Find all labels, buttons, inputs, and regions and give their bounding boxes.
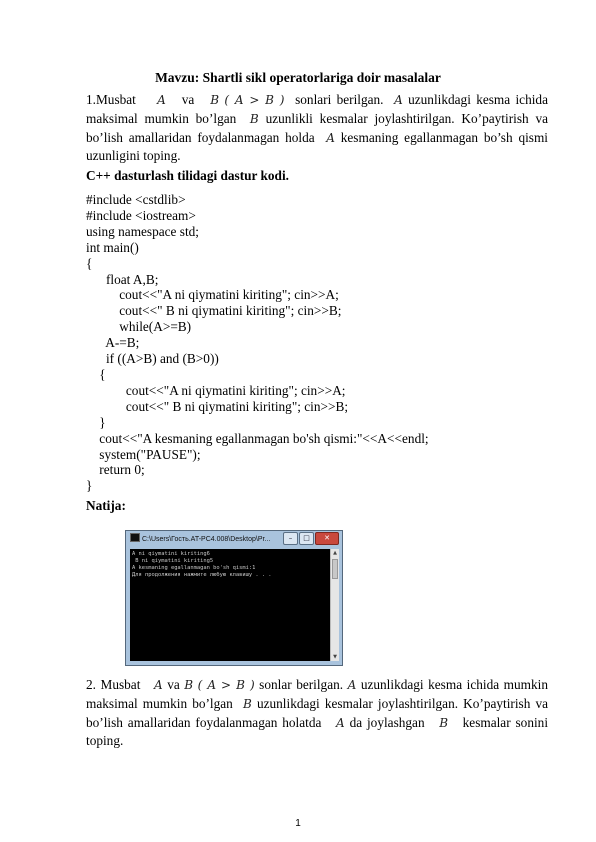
p2-var-b3: B: [439, 715, 449, 730]
window-controls: [283, 532, 339, 545]
minimize-icon[interactable]: –: [283, 532, 298, 545]
maximize-icon[interactable]: □: [299, 532, 314, 545]
p1-var-a3: A: [326, 130, 335, 145]
p2-given: sonlar berilgan.: [259, 677, 344, 692]
page-title: Mavzu: Shartli sikl operatorlariga doir masalalar: [155, 70, 441, 85]
p2-var-b: B: [184, 678, 194, 692]
p2-text-c: da joylashgan: [349, 714, 425, 730]
result-label: Natija:: [86, 498, 126, 513]
p2-text-b: uzunlikdagi kesmalar joylashtirilgan. Ko’paytirish va bo’lish amallaridan foydalanmagan holatda: [86, 695, 548, 730]
p2-text-d: kesmalar sonini toping.: [86, 714, 549, 749]
scroll-up-icon[interactable]: ▲: [333, 550, 337, 556]
p2-text-a: uzunlikdagi kesma ichida mumkin maksimal mumkin bo’lgan: [86, 677, 548, 711]
page-number: 1: [295, 818, 301, 829]
scroll-down-icon[interactable]: ▼: [333, 654, 337, 660]
p2-var-a3: A: [336, 715, 345, 730]
p1-var-b2: B: [249, 111, 259, 126]
p1-text-b: uzunlikli kesmalar joylashtirilgan. Ko’paytirish va bo’lish amallaridan foydalanmagan holda: [86, 110, 549, 145]
console-title-bar: [130, 533, 280, 547]
p1-given: sonlari berilgan.: [295, 92, 384, 107]
problem-1-text: [86, 91, 548, 166]
p1-var-a: A: [157, 93, 166, 107]
console-title: C:\Users\Гость.AT-PC4.008\Desktop\Pr...: [142, 536, 271, 543]
p2-condition: ( A > B ): [197, 678, 255, 692]
console-scrollbar[interactable]: [330, 549, 339, 661]
problem-2-text: [86, 676, 548, 751]
p1-text-a: uzunlikdagi kesma ichida maksimal mumkin bo’lgan: [86, 92, 548, 126]
code-heading: C++ dasturlash tilidagi dastur kodi.: [86, 168, 289, 183]
scroll-thumb[interactable]: [332, 559, 338, 579]
p1-text-c: kesmaning egallanmagan bo’sh qismi uzunligini toping.: [86, 129, 548, 164]
p1-condition: ( A > B ): [224, 93, 285, 107]
p2-and: va: [167, 677, 180, 692]
close-icon[interactable]: ✕: [315, 532, 339, 545]
p1-var-a2: A: [394, 93, 403, 107]
console-output: A ni qiymatini kiriting6 B ni qiymatini kiriting5 A kesmaning egallanmagan bo'sh qismi:1 Для продолжения нажмите любую клавишу . . .: [132, 551, 272, 578]
p2-var-a2: A: [347, 678, 357, 692]
p2-var-a: A: [154, 678, 163, 692]
console-app-icon: [130, 533, 140, 542]
p2-lead: 2. Musbat: [86, 677, 141, 692]
p1-and: va: [181, 92, 195, 107]
p1-lead: 1.Musbat: [86, 92, 136, 107]
code-block: #include <cstdlib> #include <iostream> using namespace std; int main() { float A,B; cout<<"A ni qiymatini kiriting"; cin>>A; cout<<" B ni qiymatini kiriting"; cin>>B; while(A>=B) A-=B; if ((A>B) and (B>0)) { cout<<"A ni qiymatini kiriting"; cin>>A; cout<<" B ni qiymatini kiriting"; cin>>B; } cout<<"A kesmaning egallanmagan bo'sh qismi:"<<A<<endl; system("PAUSE"); return 0; }: [86, 192, 429, 494]
p2-var-b2: B: [243, 696, 252, 711]
console-window: [125, 530, 343, 666]
console-output-area[interactable]: [130, 549, 330, 661]
p1-var-b: B: [210, 93, 220, 107]
